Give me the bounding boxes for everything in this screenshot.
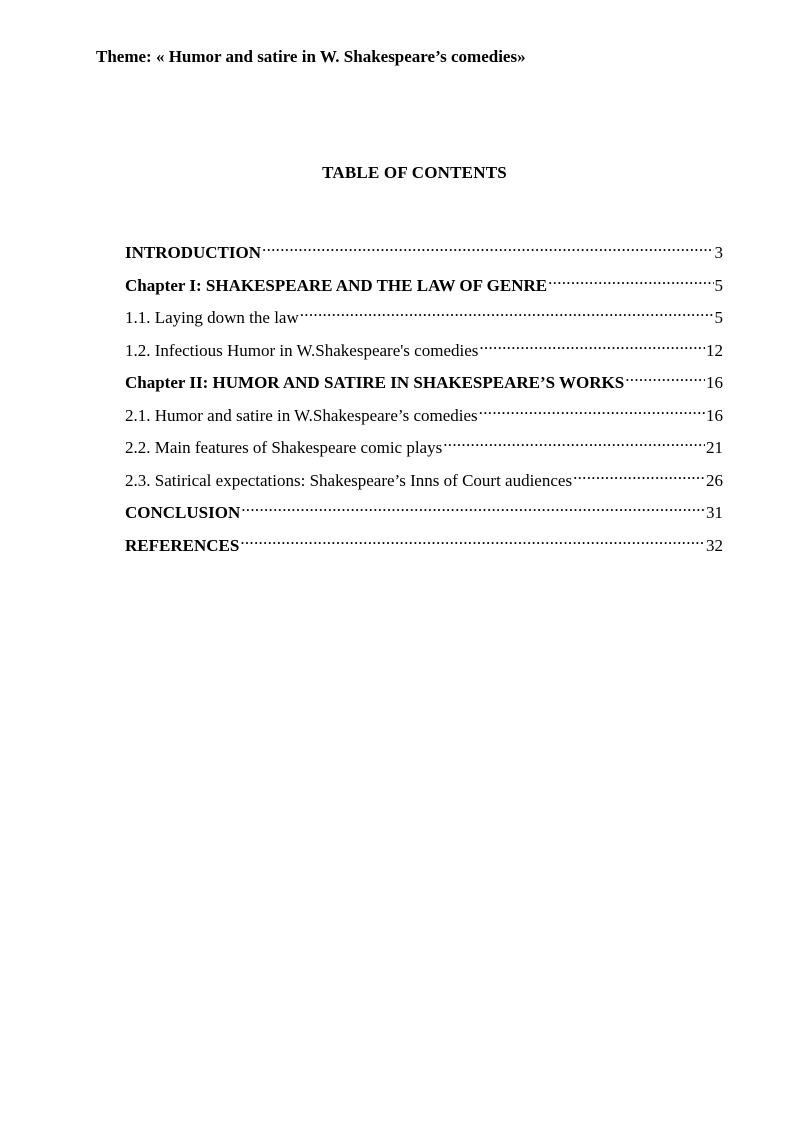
toc-entry-label: REFERENCES	[125, 535, 240, 555]
toc-entry-page: 5	[714, 306, 724, 330]
toc-entry-page: 26	[705, 469, 723, 493]
toc-entry-2-3[interactable]	[125, 462, 723, 495]
toc-entry-label: 1.1. Laying down the law	[125, 308, 299, 327]
document-theme: Theme: « Humor and satire in W. Shakespeare’s comedies»	[96, 47, 526, 66]
toc-leader-dots	[572, 462, 705, 486]
toc-entry-chapter-1[interactable]	[125, 267, 723, 300]
toc-entry-page: 16	[705, 404, 723, 428]
toc-leader-dots	[239, 527, 705, 551]
toc-entry-label: 1.2. Infectious Humor in W.Shakespeare's comedies	[125, 340, 479, 360]
toc-entry-label: INTRODUCTION	[125, 243, 262, 262]
toc-entry-page: 5	[714, 274, 724, 298]
toc-entry-label: Chapter II: HUMOR AND SATIRE IN SHAKESPEARE’S WORKS	[125, 373, 625, 392]
toc-leader-dots	[299, 299, 714, 323]
toc-entry-page: 21	[705, 436, 723, 460]
toc-leader-dots	[478, 332, 705, 356]
toc-entry-2-1[interactable]	[125, 397, 723, 430]
toc-leader-dots	[240, 494, 705, 518]
toc-entry-label: CONCLUSION	[125, 503, 241, 522]
toc-entry-page: 31	[705, 501, 723, 525]
toc-entry-conclusion[interactable]	[125, 494, 723, 527]
toc-entry-label: 2.2. Main features of Shakespeare comic plays	[125, 438, 443, 457]
toc-leader-dots	[547, 267, 713, 291]
toc-title: TABLE OF CONTENTS	[322, 163, 507, 182]
toc-entry-1-2[interactable]	[125, 332, 723, 365]
toc-entry-label: 2.1. Humor and satire in W.Shakespeare’s comedies	[125, 405, 478, 425]
toc-leader-dots	[442, 429, 705, 453]
toc-entry-page: 3	[714, 241, 724, 265]
toc-leader-dots	[261, 234, 713, 258]
toc-entry-2-2[interactable]	[125, 429, 723, 462]
toc-leader-dots	[624, 364, 705, 388]
table-of-contents	[125, 234, 723, 559]
toc-entry-label: 2.3. Satirical expectations: Shakespeare’s Inns of Court audiences	[125, 470, 573, 490]
toc-entry-page: 12	[705, 339, 723, 363]
toc-leader-dots	[478, 397, 705, 421]
toc-entry-introduction[interactable]	[125, 234, 723, 267]
toc-entry-page: 32	[705, 534, 723, 558]
toc-entry-page: 16	[705, 371, 723, 395]
toc-entry-chapter-2[interactable]	[125, 364, 723, 397]
toc-entry-label: Chapter I: SHAKESPEARE AND THE LAW OF GENRE	[125, 275, 548, 295]
toc-entry-references[interactable]	[125, 527, 723, 560]
toc-entry-1-1[interactable]	[125, 299, 723, 332]
